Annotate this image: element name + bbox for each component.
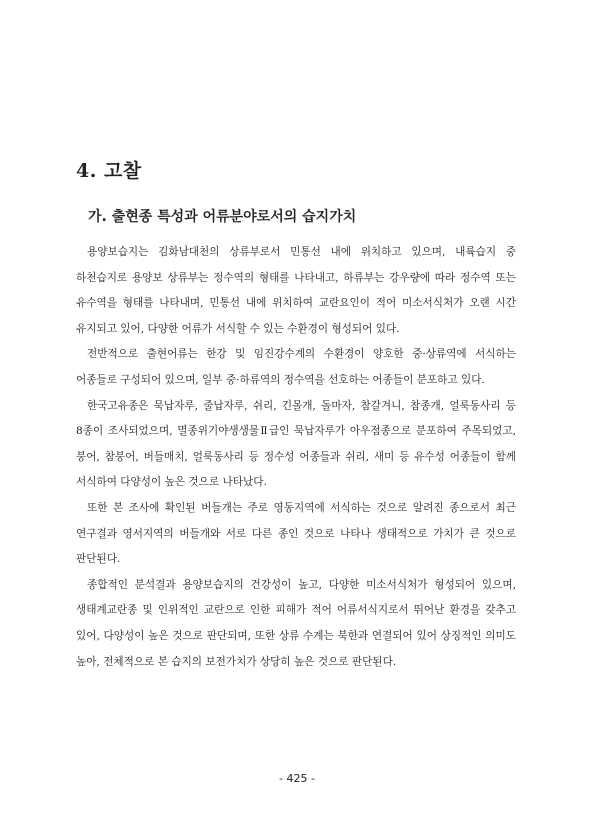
paragraph-buddeulgae: 또한 본 조사에 확인된 버들개는 주로 영동지역에 서식하는 것으로 알려진 종으로서 최근 연구결과 영서지역의 버들개와 서로 다른 종인 것으로 나타나 생태적으로 가치가 큰 것으로 판단된다.	[76, 501, 516, 566]
body-text	[76, 240, 516, 675]
paragraph-habitat-overview: 용양보습지는 김화남대천의 상류부로서 민통선 내에 위치하고 있으며, 내륙습지 중 하천습지로 용양보 상류부는 정수역의 형태를 나타내고, 하류부는 강우량에 따라 정수역 또는 유수역을 형태를 나타내며, 민통선 내에 위치하여 교란요인이 적어 미소서식처가 오랜 시간 유지되고 있어, 다양한 어류가 서식할 수 있는 수환경이 형성되어 있다.	[76, 246, 516, 335]
paragraph-conclusion: 종합적인 분석결과 용양보습지의 건강성이 높고, 다양한 미소서식처가 형성되어 있으며, 생태계교란종 및 인위적인 교란으로 인한 피해가 적어 어류서식지로서 뛰어난 환경을 갖추고 있어, 다양성이 높은 것으로 판단되며, 또한 상류 수계는 북한과 연결되어 있어 상징적인 의미도 높아, 전체적으로 본 습지의 보전가치가 상당히 높은 것으로 판단된다.	[76, 578, 516, 668]
paragraph-endemic-species: 한국고유종은 묵납자루, 줄납자루, 쉬리, 긴몰개, 돌마자, 참갈겨니, 참종개, 얼룩동사리 등 8종이 조사되었으며, 멸종위기야생생물Ⅱ급인 묵납자루가 아우점종으로 분포하여 주목되었고, 붕어, 참붕어, 버들매치, 얼룩동사리 등 정수성 어종들과 쉬리, 새미 등 유수성 어종들이 함께 서식하여 다양성이 높은 것으로 나타났다.	[76, 399, 516, 489]
subsection-title: 가. 출현종 특성과 어류분야로서의 습지가치	[88, 209, 357, 225]
section-title: 4. 고찰	[76, 160, 142, 182]
paragraph-species-composition: 전반적으로 출현어류는 한강 및 임진강수계의 수환경이 양호한 중·상류역에 서식하는 어종들로 구성되어 있으며, 일부 중·하류역의 정수역을 선호하는 어종들이 분포하고 있다.	[76, 348, 516, 386]
page-number: - 425 -	[279, 772, 315, 785]
